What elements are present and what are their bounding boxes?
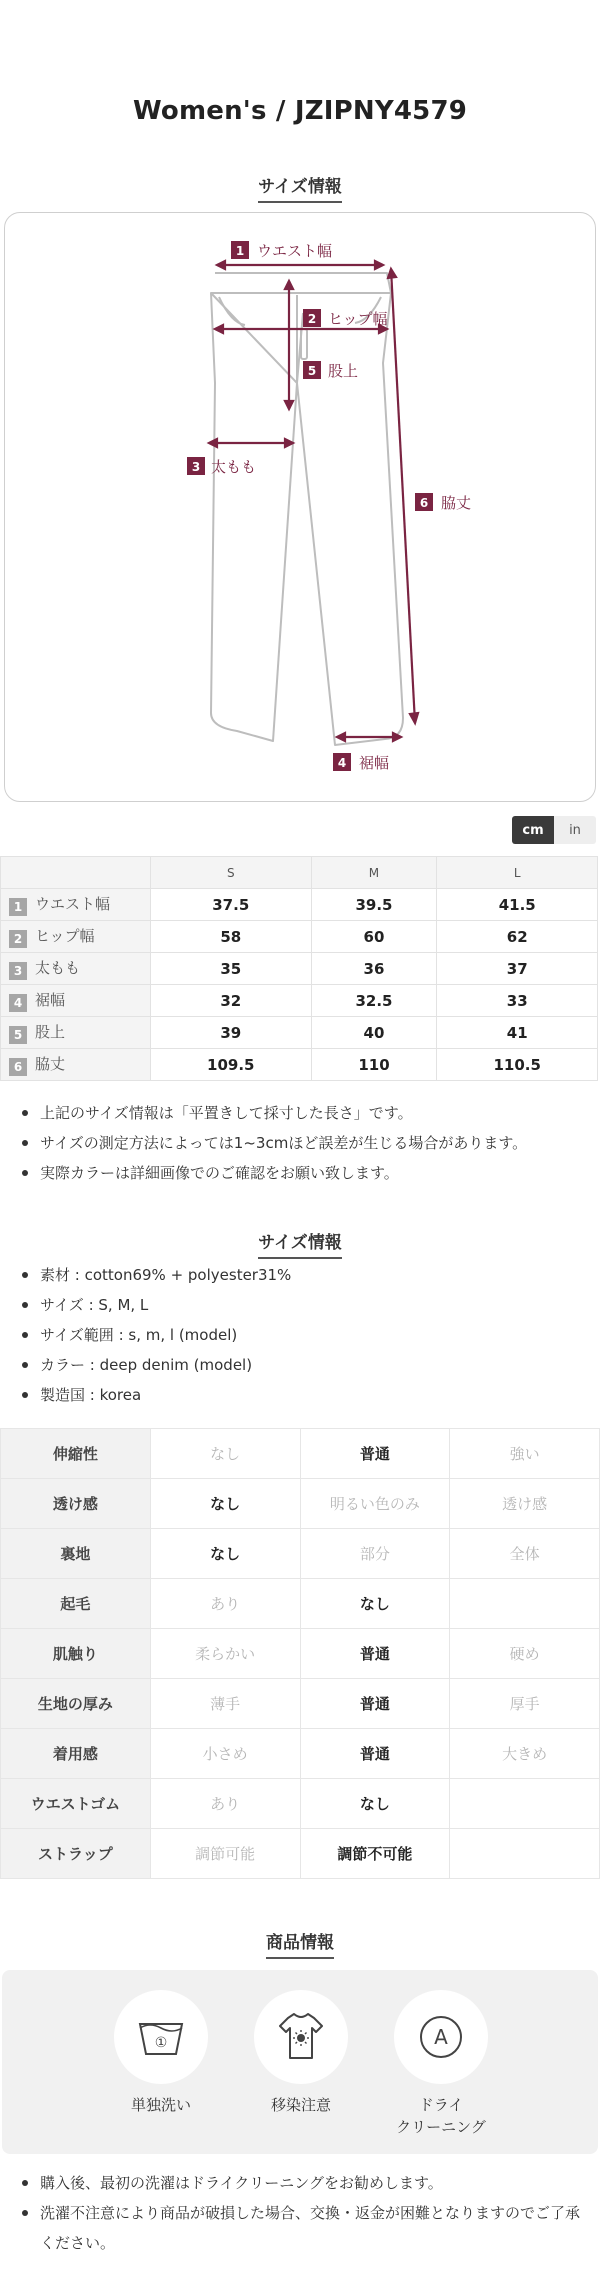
row-label: 裾幅 xyxy=(35,991,66,1009)
attribute-option: なし xyxy=(150,1429,300,1479)
row-label: 股上 xyxy=(35,1023,66,1041)
table-cell: 109.5 xyxy=(151,1049,312,1081)
row-label: ヒップ幅 xyxy=(35,927,95,945)
list-item: サイズ範囲 : s, m, l (model) xyxy=(22,1320,592,1350)
svg-text:裾幅: 裾幅 xyxy=(359,754,390,772)
fabric-attributes-table xyxy=(0,1428,600,1879)
attribute-label: ウエストゴム xyxy=(1,1779,151,1829)
table-cell: 36 xyxy=(311,953,437,985)
table-row xyxy=(1,1779,600,1829)
unit-toggle xyxy=(512,816,596,844)
table-row xyxy=(1,1529,600,1579)
svg-text:6: 6 xyxy=(419,496,429,510)
label-hem xyxy=(333,753,389,772)
row-number-badge: 3 xyxy=(9,962,27,980)
table-cell: 33 xyxy=(437,985,598,1017)
attribute-label: 生地の厚み xyxy=(1,1679,151,1729)
size-table-header xyxy=(1,857,598,889)
outseam-arrow-top xyxy=(388,269,396,278)
svg-text:ヒップ幅: ヒップ幅 xyxy=(328,310,388,328)
product-info-heading xyxy=(0,1928,600,1959)
svg-text:1: 1 xyxy=(235,244,245,258)
attribute-option xyxy=(450,1579,600,1629)
table-row xyxy=(1,921,598,953)
list-item: サイズ : S, M, L xyxy=(22,1290,592,1320)
attribute-option: 強い xyxy=(450,1429,600,1479)
care-instructions xyxy=(2,1970,598,2154)
rise-arrow-bottom xyxy=(285,401,293,409)
svg-text:ウエスト幅: ウエスト幅 xyxy=(257,242,333,260)
row-number-badge: 2 xyxy=(9,930,27,948)
attribute-option: あり xyxy=(150,1779,300,1829)
row-number-badge: 6 xyxy=(9,1058,27,1076)
attribute-option: なし xyxy=(150,1529,300,1579)
rise-arrow-top xyxy=(285,281,293,289)
dry-clean-icon xyxy=(394,1990,488,2084)
table-row xyxy=(1,953,598,985)
table-row xyxy=(1,1049,598,1081)
table-row xyxy=(1,1429,600,1479)
size-notes xyxy=(22,1098,592,1188)
label-rise xyxy=(303,361,358,380)
attribute-option: 小さめ xyxy=(150,1729,300,1779)
attribute-option: 普通 xyxy=(300,1679,450,1729)
attribute-option: なし xyxy=(300,1779,450,1829)
svg-text:5: 5 xyxy=(307,364,317,378)
attribute-option: 普通 xyxy=(300,1429,450,1479)
size-table xyxy=(0,856,598,1081)
attribute-option: 調節不可能 xyxy=(300,1829,450,1879)
care-label: 単独洗い xyxy=(130,2096,191,2114)
attribute-option: なし xyxy=(300,1579,450,1629)
care-notes xyxy=(22,2168,592,2258)
unit-in-button[interactable]: in xyxy=(554,816,596,844)
table-row xyxy=(1,1017,598,1049)
measurement-diagram xyxy=(4,212,596,802)
attribute-option: 薄手 xyxy=(150,1679,300,1729)
table-row xyxy=(1,1679,600,1729)
list-item: 購入後、最初の洗濯はドライクリーニングをお勧めします。 xyxy=(22,2168,592,2198)
attribute-option: 大きめ xyxy=(450,1729,600,1779)
list-item: 実際カラーは詳細画像でのご確認をお願い致します。 xyxy=(22,1158,592,1188)
list-item: 上記のサイズ情報は「平置きして採寸した長さ」です。 xyxy=(22,1098,592,1128)
size-column-m: M xyxy=(311,857,437,889)
attribute-option: 硬め xyxy=(450,1629,600,1679)
attribute-option xyxy=(450,1779,600,1829)
outseam-measure-line xyxy=(391,269,415,723)
attribute-option: 普通 xyxy=(300,1729,450,1779)
table-cell: 60 xyxy=(311,921,437,953)
size-table-corner xyxy=(1,857,151,889)
product-info-title: 商品情報 xyxy=(266,1928,334,1959)
label-thigh xyxy=(187,457,256,476)
row-number-badge: 1 xyxy=(9,898,27,916)
table-cell: 40 xyxy=(311,1017,437,1049)
attribute-option: 厚手 xyxy=(450,1679,600,1729)
list-item: サイズの測定方法によっては1~3cmほど誤差が生じる場合があります。 xyxy=(22,1128,592,1158)
table-cell: 110 xyxy=(311,1049,437,1081)
product-title: Women's / JZIPNY4579 xyxy=(132,96,468,126)
pants-illustration xyxy=(5,213,597,803)
table-cell: 41 xyxy=(437,1017,598,1049)
fly-button xyxy=(301,329,307,359)
row-label: 太もも xyxy=(35,959,81,977)
attribute-option xyxy=(450,1829,600,1879)
row-label: 脇丈 xyxy=(35,1055,66,1073)
table-cell: 41.5 xyxy=(437,889,598,921)
thigh-arrow-left xyxy=(209,439,217,447)
label-hip xyxy=(303,309,388,328)
waist-arrow-right xyxy=(375,261,383,269)
pocket-left xyxy=(219,297,245,325)
info-section-heading xyxy=(0,1228,600,1259)
svg-text:4: 4 xyxy=(337,756,347,770)
attribute-option: なし xyxy=(150,1479,300,1529)
attribute-label: 透け感 xyxy=(1,1479,151,1529)
table-cell: 62 xyxy=(437,921,598,953)
table-cell: 35 xyxy=(151,953,312,985)
attribute-label: ストラップ xyxy=(1,1829,151,1879)
size-column-l: L xyxy=(437,857,598,889)
attribute-label: 起毛 xyxy=(1,1579,151,1629)
table-row xyxy=(1,1479,600,1529)
table-row xyxy=(1,1629,600,1679)
svg-text:①: ① xyxy=(154,2035,168,2051)
size-section-heading xyxy=(0,172,600,203)
attribute-label: 伸縮性 xyxy=(1,1429,151,1479)
unit-cm-button[interactable]: cm xyxy=(512,816,554,844)
attribute-option: 調節可能 xyxy=(150,1829,300,1879)
attribute-option: 全体 xyxy=(450,1529,600,1579)
table-row xyxy=(1,985,598,1017)
table-row xyxy=(1,889,598,921)
list-item: カラー : deep denim (model) xyxy=(22,1350,592,1380)
row-number-badge: 5 xyxy=(9,1026,27,1044)
label-waist xyxy=(231,241,332,260)
care-item-dry-clean xyxy=(386,1990,496,2138)
wash-basin-icon xyxy=(114,1990,208,2084)
svg-text:股上: 股上 xyxy=(328,362,359,380)
care-item-single-wash xyxy=(106,1990,216,2116)
care-label: ドライ クリーニング xyxy=(396,2096,486,2136)
table-cell: 58 xyxy=(151,921,312,953)
waist-arrow-left xyxy=(217,261,225,269)
hip-arrow-left xyxy=(215,325,223,333)
size-section-title: サイズ情報 xyxy=(258,172,342,203)
hem-arrow-left xyxy=(337,733,345,741)
table-cell: 37 xyxy=(437,953,598,985)
svg-text:2: 2 xyxy=(307,312,317,326)
product-info-list xyxy=(22,1260,592,1410)
svg-text:3: 3 xyxy=(191,460,201,474)
table-cell: 39.5 xyxy=(311,889,437,921)
table-cell: 32.5 xyxy=(311,985,437,1017)
attribute-label: 裏地 xyxy=(1,1529,151,1579)
svg-text:脇丈: 脇丈 xyxy=(441,494,472,512)
table-row xyxy=(1,1579,600,1629)
attribute-label: 肌触り xyxy=(1,1629,151,1679)
attribute-label: 着用感 xyxy=(1,1729,151,1779)
attribute-option: 明るい色のみ xyxy=(300,1479,450,1529)
attribute-option: 柔らかい xyxy=(150,1629,300,1679)
row-label: ウエスト幅 xyxy=(35,895,111,913)
care-item-color-bleed xyxy=(246,1990,356,2116)
table-row xyxy=(1,1729,600,1779)
attribute-option: 部分 xyxy=(300,1529,450,1579)
table-cell: 110.5 xyxy=(437,1049,598,1081)
attribute-option: 透け感 xyxy=(450,1479,600,1529)
table-cell: 32 xyxy=(151,985,312,1017)
list-item: 製造国 : korea xyxy=(22,1380,592,1410)
care-label: 移染注意 xyxy=(270,2096,331,2114)
info-section-title: サイズ情報 xyxy=(258,1228,342,1259)
list-item: 洗濯不注意により商品が破損した場合、交換・返金が困難となりますのでご了承ください。 xyxy=(22,2198,592,2258)
hem-arrow-right xyxy=(393,733,401,741)
table-row xyxy=(1,1829,600,1879)
outseam-arrow-bottom xyxy=(410,713,418,723)
row-number-badge: 4 xyxy=(9,994,27,1012)
list-item: 素材 : cotton69% + polyester31% xyxy=(22,1260,592,1290)
attribute-option: 普通 xyxy=(300,1629,450,1679)
table-cell: 37.5 xyxy=(151,889,312,921)
attribute-option: あり xyxy=(150,1579,300,1629)
size-column-s: S xyxy=(151,857,312,889)
svg-text:太もも: 太もも xyxy=(211,458,257,476)
table-cell: 39 xyxy=(151,1017,312,1049)
label-outseam xyxy=(415,493,471,512)
svg-text:A: A xyxy=(434,2025,448,2049)
tshirt-bleed-icon xyxy=(254,1990,348,2084)
